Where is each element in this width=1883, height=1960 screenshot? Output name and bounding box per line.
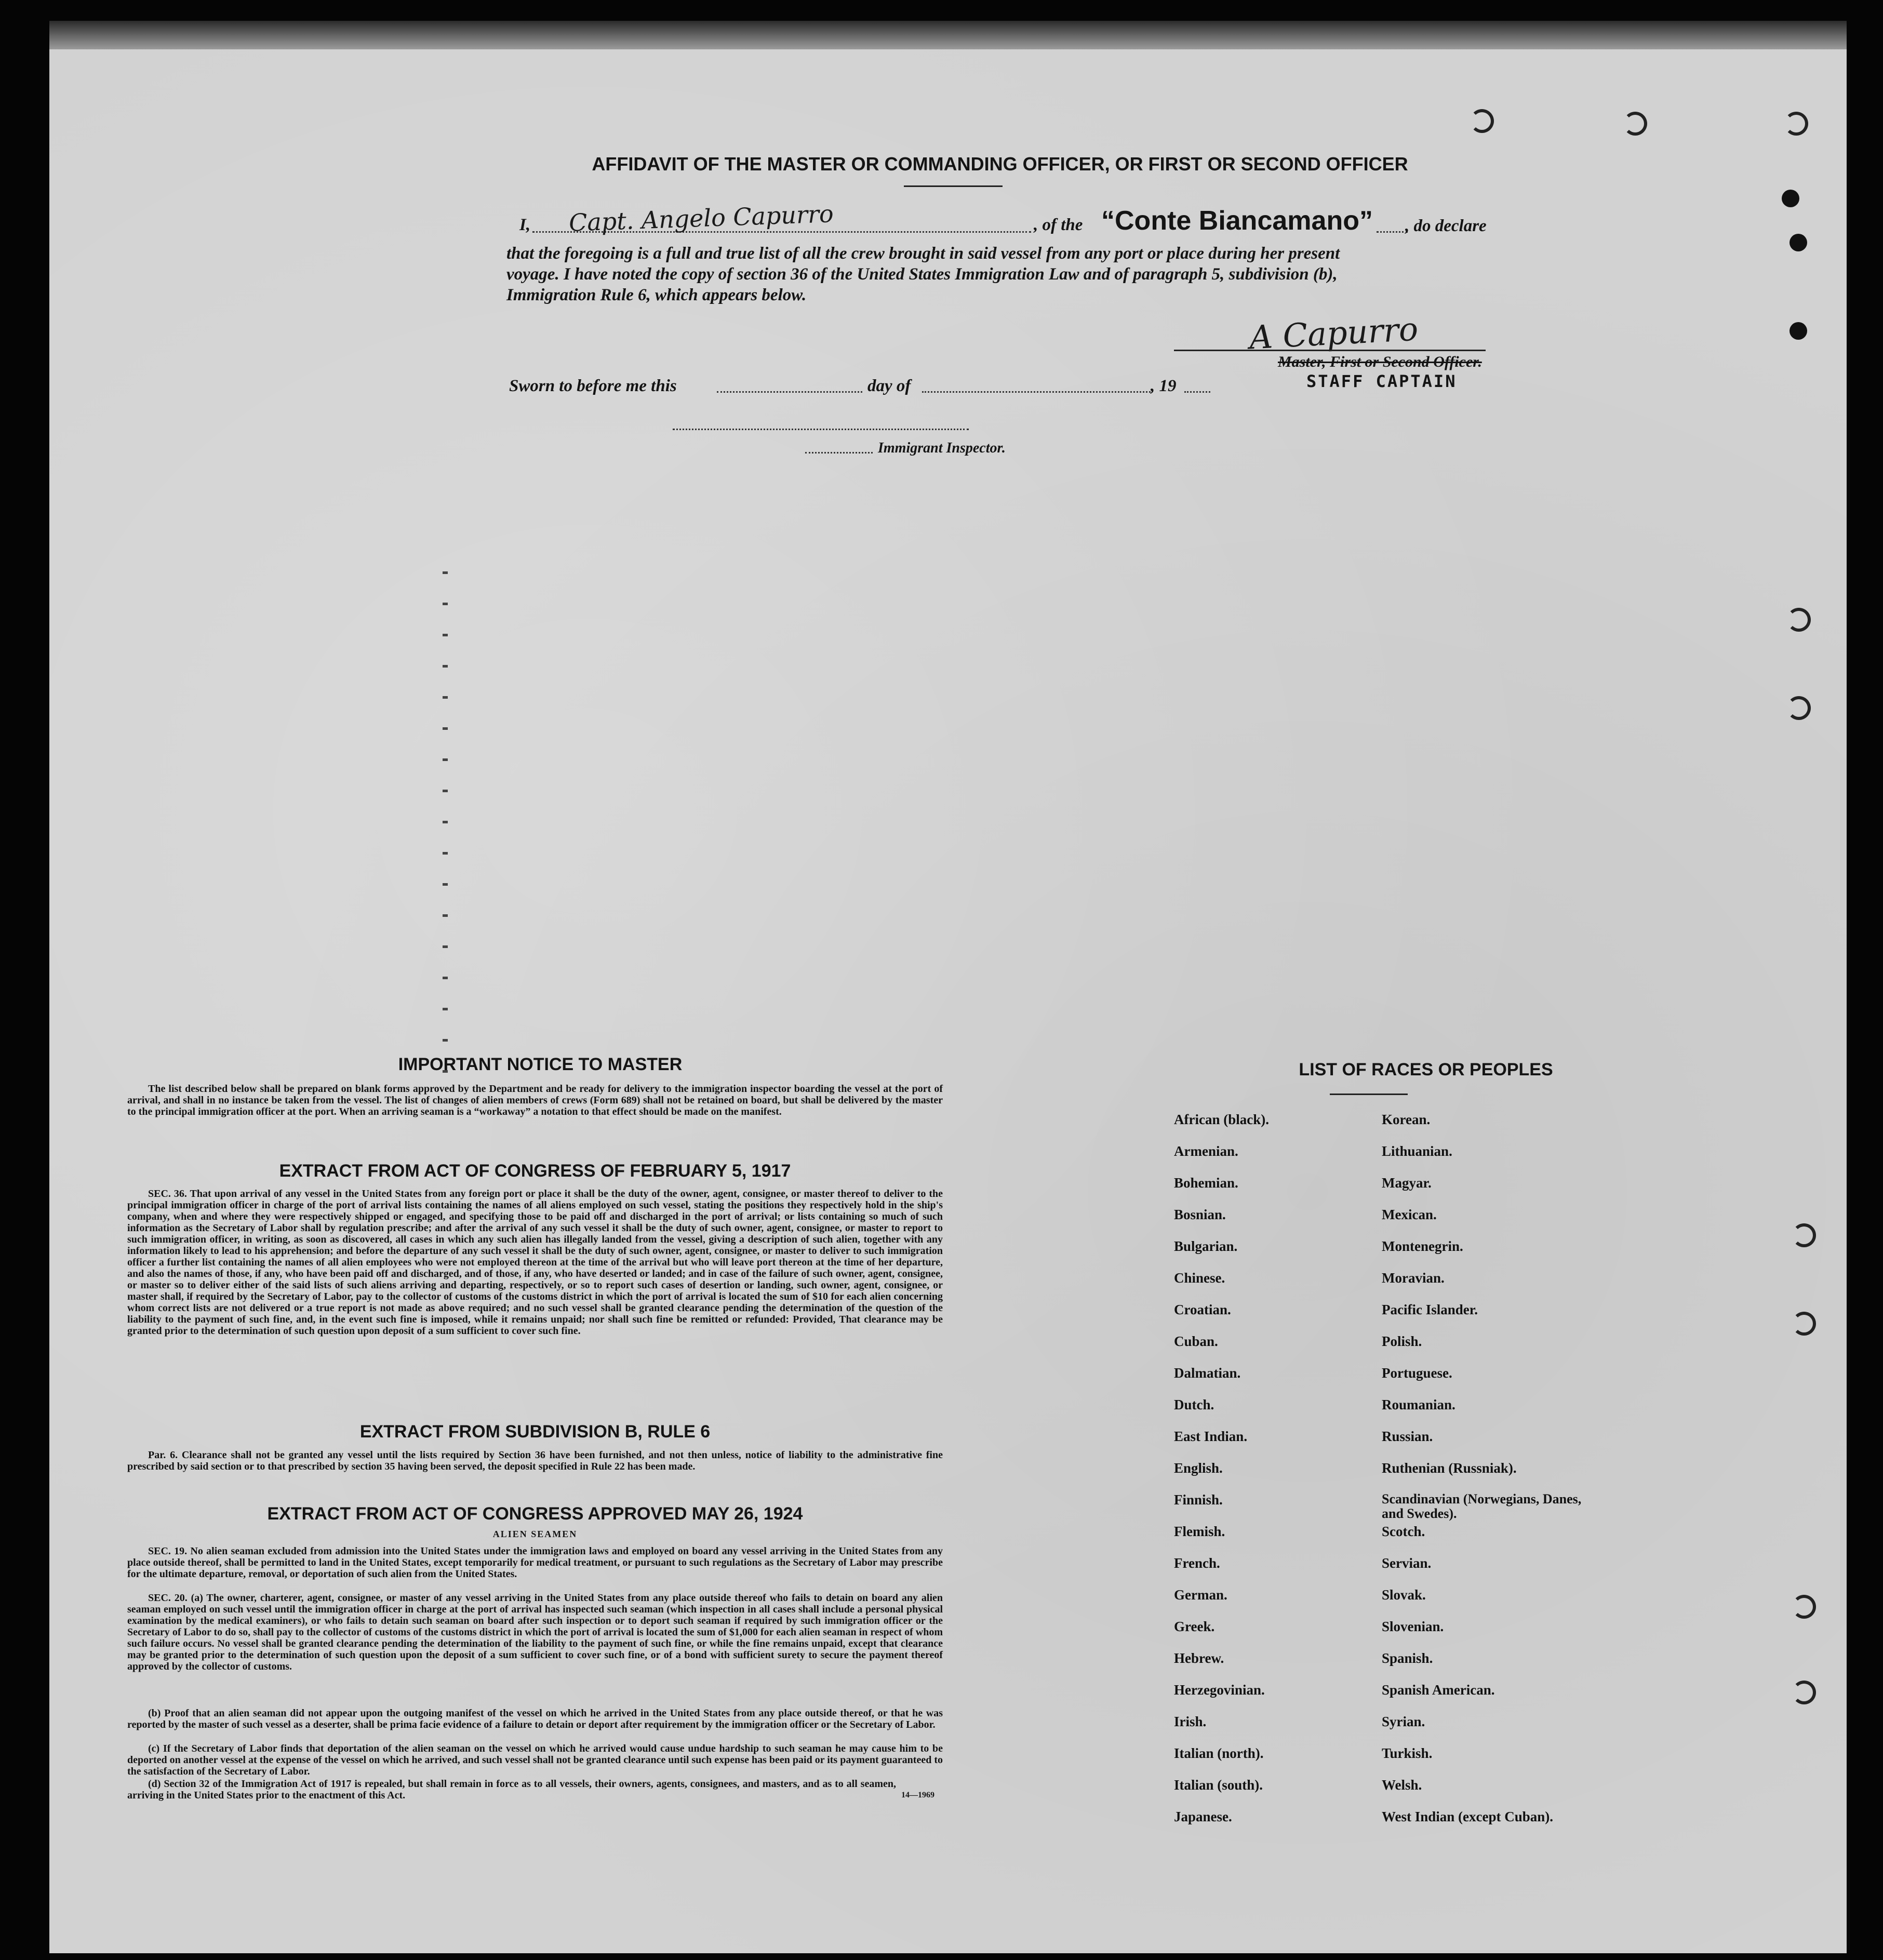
vessel-line-end (1377, 231, 1408, 233)
binder-hole-mark (1470, 109, 1494, 133)
binder-hole-mark (1789, 234, 1807, 251)
races-title: LIST OF RACES OR PEOPLES (1299, 1060, 1553, 1079)
sec-19-text: SEC. 19. No alien seaman excluded from admission into the United States under the immigration laws and employed on board any vessel arriving in the United States from any place outside thereof, shall be permitted to land in the United States, except temporarily for medical treatment, or pursuant to such regulations as the Secretary of Labor may prescribe for the ultimate departure, removal, or deportation of such alien from the United States. (127, 1545, 943, 1580)
extract-1917-text: SEC. 36. That upon arrival of any vessel in the United States from any foreign port or place it shall be the duty of the owner, agent, consignee, or master thereof to deliver to the principal immigration officer in charge of the port of arrival lists containing the names of all aliens employed on such vessel, stating the positions they respectively hold in the ship's company, when and where they were respectively shipped or engaged, and specifying those to be paid off and discharged in the port of arrival; or lists containing so much of such information as the Secretary of Labor shall by regulation prescribe; and after the arrival of any such vessel it shall be the duty of such owner, agent, consignee, or master to report to such immigration officer, in writing, as soon as discovered, all cases in which any such alien has illegally landed from the vessel, giving a description of such alien, together with any information likely to lead to his apprehension; and before the departure of any such vessel it shall be the duty of such owner, agent, consignee, or master to deliver to such immigration officer a further list containing the names of all alien employees who were not employed thereon at the time of the arrival but who will leave port thereon at the time of her departure, and also the names of those, if any, who have been paid off and discharged, and of those, if any, who have deserted or landed; and in case of the failure of such owner, agent, consignee, or master so to deliver either of the said lists of such aliens arriving and departing, respectively, or so to report such cases of desertion or landing, such owner, agent, consignee, or master shall, if required by the Secretary of Labor, pay to the collector of customs of the customs district in which the port of arrival is located the sum of $10 for each alien concerning whom correct lists are not delivered or a true report is not made as above required; and no such vessel shall be granted clearance pending the determination of the question of the liability to the payment of such fine, and, in the event such fine is imposed, while it remains unpaid; nor shall such fine be remitted or refunded: Provided, That clearance may be granted prior to the determination of such question upon deposit of a sum sufficient to cover such fine. (127, 1188, 943, 1337)
binder-hole-mark (1784, 112, 1808, 136)
margin-mark (443, 914, 448, 917)
race-item: Syrian. (1382, 1714, 1425, 1729)
affidavit-i-label: I, (519, 216, 531, 234)
staff-captain-stamp: STAFF CAPTAIN (1306, 371, 1457, 391)
race-item: Portuguese. (1382, 1365, 1452, 1381)
inspector-title-line (805, 452, 873, 454)
race-item: Moravian. (1382, 1270, 1445, 1286)
margin-mark (443, 603, 448, 605)
sec-20b-text: (b) Proof that an alien seaman did not appear upon the outgoing manifest of the vessel on which he arrived in the United States from any place outside thereof, or that he was reported by the master of such vessel as a deserter, shall be prima facie evidence of a failure to detain or deport after requirement by the immigration officer or the Secretary of Labor. (127, 1708, 943, 1730)
race-item: Dutch. (1174, 1397, 1214, 1412)
race-item: Scotch. (1382, 1524, 1425, 1539)
binder-hole-mark (1623, 112, 1647, 136)
year-label: , 19 (1151, 377, 1177, 395)
race-item: Pacific Islander. (1382, 1302, 1478, 1317)
races-title-divider (1330, 1094, 1408, 1095)
of-the-label: , of the (1034, 216, 1083, 234)
declarant-signature-handwritten: Capt. Angelo Capurro (568, 199, 834, 237)
race-item: Ruthenian (Russniak). (1382, 1460, 1517, 1476)
binder-hole-mark (1792, 1223, 1816, 1247)
race-item: Spanish. (1382, 1650, 1433, 1666)
binder-hole-mark (1792, 1595, 1816, 1619)
notice-text: The list described below shall be prepared on blank forms approved by the Department and be ready for delivery to the immigration inspector boarding the vessel at the port of arrival, and shall in no instance be taken from the vessel. The list of changes of alien members of crews (Form 689) shall not be retained on board, but shall be delivered by the master to the principal immigration officer at the port. When an arriving seaman is a “workaway” a notation to that effect should be made on the manifest. (127, 1083, 943, 1117)
margin-mark (443, 665, 448, 668)
sworn-month-line (922, 391, 1151, 393)
race-item: English. (1174, 1460, 1223, 1476)
race-item: African (black). (1174, 1112, 1269, 1127)
race-item: Flemish. (1174, 1524, 1225, 1539)
signature-line (1174, 350, 1486, 351)
binder-hole-mark (1787, 608, 1811, 632)
binder-hole-mark (1789, 322, 1807, 340)
race-item: Armenian. (1174, 1143, 1238, 1159)
race-item: Scandinavian (Norwegians, Danes, and Swedes). (1382, 1491, 1582, 1521)
race-item: Dalmatian. (1174, 1365, 1241, 1381)
form-number: 14—1969 (901, 1791, 934, 1799)
race-item: Cuban. (1174, 1334, 1218, 1349)
race-item: Italian (south). (1174, 1777, 1263, 1793)
margin-mark (443, 852, 448, 855)
binder-hole-mark (1792, 1312, 1816, 1336)
race-item: Korean. (1382, 1112, 1431, 1127)
margin-mark (443, 821, 448, 823)
race-item: Greek. (1174, 1619, 1215, 1634)
margin-mark (443, 1039, 448, 1042)
margin-mark (443, 883, 448, 886)
inspector-signature-line (673, 429, 969, 430)
race-item: Magyar. (1382, 1175, 1432, 1191)
alien-seamen-subtitle: ALIEN SEAMEN (492, 1529, 578, 1539)
race-item: Bulgarian. (1174, 1238, 1238, 1254)
race-item: Spanish American. (1382, 1682, 1495, 1698)
race-item: Irish. (1174, 1714, 1207, 1729)
sworn-year-line (1184, 391, 1210, 393)
margin-mark (443, 571, 448, 574)
race-item: Lithuanian. (1382, 1143, 1452, 1159)
affidavit-line-3: voyage. I have noted the copy of section 36 of the United States Immigration Law and of paragraph 5, subdivision (b), (506, 265, 1338, 284)
race-item: Roumanian. (1382, 1397, 1455, 1412)
margin-mark (443, 696, 448, 699)
race-item: Servian. (1382, 1555, 1432, 1571)
notice-title: IMPORTANT NOTICE TO MASTER (398, 1055, 683, 1074)
race-item: Slovak. (1382, 1587, 1426, 1603)
race-item: East Indian. (1174, 1429, 1248, 1444)
race-item: Slovenian. (1382, 1619, 1444, 1634)
sworn-day-line (717, 391, 862, 393)
race-item: Herzegovinian. (1174, 1682, 1265, 1698)
binder-hole-mark (1787, 696, 1811, 720)
margin-mark (443, 634, 448, 636)
rule-6-title: EXTRACT FROM SUBDIVISION B, RULE 6 (359, 1422, 711, 1442)
margin-mark (443, 758, 448, 761)
sec-20d-text: (d) Section 32 of the Immigration Act of 1917 is repealed, but shall remain in force as to all vessels, their owners, agents, consignees, and masters, and as to all seamen, arriving in the United States prior to the enactment of this Act. (127, 1778, 896, 1801)
officer-signature-handwritten: A Capurro (1248, 310, 1419, 357)
sec-20c-text: (c) If the Secretary of Labor finds that deportation of the alien seaman on the vessel on which he arrived would cause undue hardship to such seaman he may cause him to be deported on another vessel at the expense of the vessel on which he arrived, and such vessel shall not be granted clearance until such expense has been paid or its payment guaranteed to the satisfaction of the Secretary of Labor. (127, 1743, 943, 1777)
race-item: Bohemian. (1174, 1175, 1238, 1191)
officer-title-printed: Master, First or Second Officer. (1278, 353, 1482, 370)
margin-mark (443, 945, 448, 948)
race-item: Italian (north). (1174, 1745, 1264, 1761)
race-item: Chinese. (1174, 1270, 1225, 1286)
margin-mark (443, 727, 448, 730)
race-item: Russian. (1382, 1429, 1433, 1444)
extract-1917-title: EXTRACT FROM ACT OF CONGRESS OF FEBRUARY 5, 1917 (279, 1161, 791, 1181)
race-item: Japanese. (1174, 1809, 1232, 1824)
race-item: French. (1174, 1555, 1220, 1571)
race-item: Hebrew. (1174, 1650, 1224, 1666)
day-of-label: day of (867, 377, 911, 395)
extract-1924-title: EXTRACT FROM ACT OF CONGRESS APPROVED MAY 26, 1924 (267, 1504, 803, 1524)
title-divider (904, 185, 1003, 187)
binder-hole-mark (1782, 190, 1799, 207)
sec-20a-text: SEC. 20. (a) The owner, charterer, agent, consignee, or master of any vessel arriving in the United States from any place outside thereof who fails to detain on board any alien seaman employed on such vessel until the immigration officer in charge at the port of arrival has inspected such seaman (which inspection in all cases shall include a personal physical examination by the medical examiners), or who fails to detain such seaman on board after such inspection or to deport such seaman if required by such immigration officer or the Secretary of Labor to do so, shall pay to the collector of customs of the customs district in which the port of arrival is located the sum of $1,000 for each alien seaman in respect of whom such failure occurs. No vessel shall be granted clearance pending the determination of the liability to the payment of such fine, or while the fine remains unpaid, except that clearance may be granted prior to the determination of such question upon the deposit of a sum sufficient to cover such fine, or of a bond with sufficient surety to secure the payment thereof approved by the collector of customs. (127, 1592, 943, 1672)
margin-mark (443, 977, 448, 979)
race-item: Bosnian. (1174, 1207, 1226, 1222)
affidavit-line-2: that the foregoing is a full and true list of all the crew brought in said vessel from any port or place during her present (506, 244, 1340, 263)
vessel-name: “Conte Biancamano” (1101, 206, 1373, 236)
margin-mark (443, 790, 448, 792)
race-item: Welsh. (1382, 1777, 1422, 1793)
race-item: German. (1174, 1587, 1227, 1603)
rule-6-text: Par. 6. Clearance shall not be granted any vessel until the lists required by Section 36 have been furnished, and not then unless, notice of liability to the administrative fine prescribed by said section or to that prescribed by section 35 having been served, the deposit specified in Rule 22 has been made. (127, 1449, 943, 1472)
affidavit-line-4: Immigration Rule 6, which appears below. (506, 286, 807, 304)
race-item: Finnish. (1174, 1492, 1223, 1508)
binder-hole-mark (1792, 1681, 1816, 1704)
sworn-label: Sworn to before me this (509, 377, 677, 395)
inspector-label: Immigrant Inspector. (878, 440, 1006, 456)
do-declare-label: , do declare (1405, 217, 1487, 235)
margin-mark (443, 1008, 448, 1010)
race-item: West Indian (except Cuban). (1382, 1809, 1554, 1824)
race-item: Mexican. (1382, 1207, 1437, 1222)
race-item: Montenegrin. (1382, 1238, 1463, 1254)
affidavit-title: AFFIDAVIT OF THE MASTER OR COMMANDING OFFICER, OR FIRST OR SECOND OFFICER (592, 153, 1408, 175)
race-item: Croatian. (1174, 1302, 1231, 1317)
manifest-page (49, 49, 1847, 1953)
race-item: Polish. (1382, 1334, 1422, 1349)
race-item: Turkish. (1382, 1745, 1433, 1761)
